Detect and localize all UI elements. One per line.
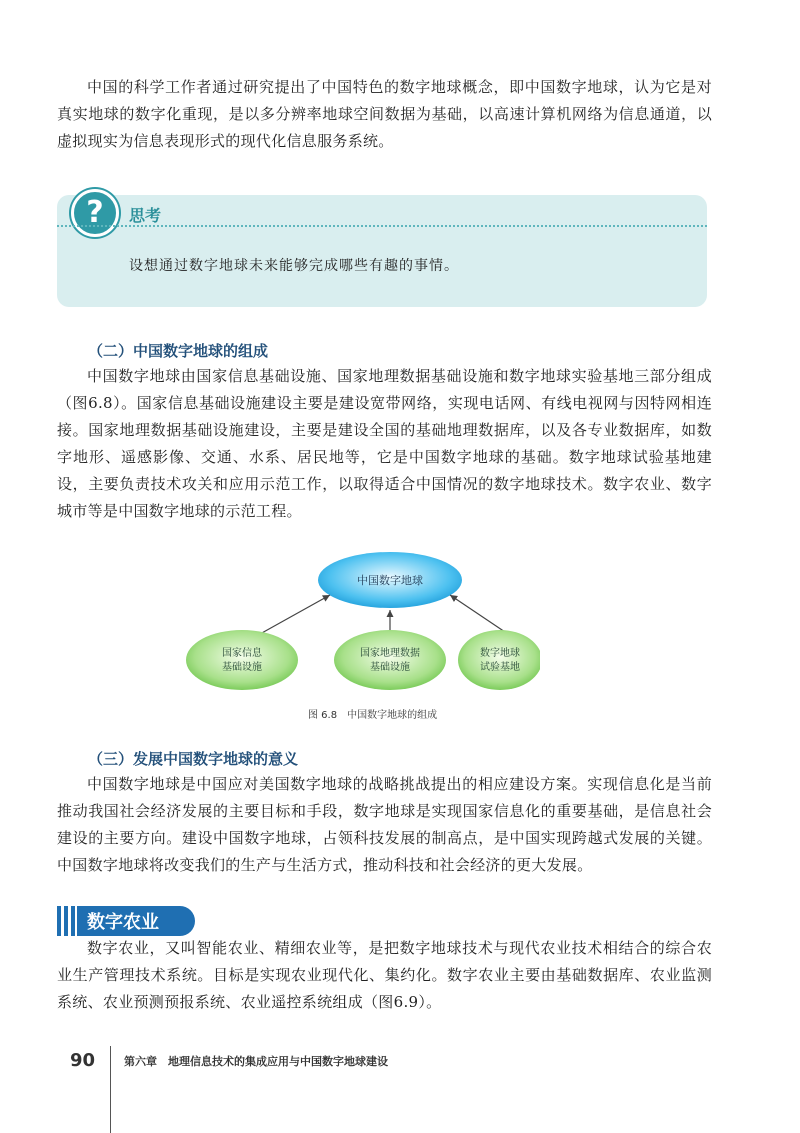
composition-diagram <box>180 550 540 700</box>
section2-paragraph: 中国数字地球由国家信息基础设施、国家地理数据基础设施和数字地球实验基地三部分组成（图6.8）。国家信息基础设施建设主要是建设宽带网络，实现电话网、有线电视网与因特网相连接。国家地理数据基础设施建设，主要是建设全国的基础地理数据库，以及各专业数据库，如数字地形、遥感影像、交通、水系、居民地等，它是中国数字地球的基础。数字地球试验基地建设，主要负责技术攻关和应用示范工作，以取得适合中国情况的数字地球技术。数字农业、数字城市等是中国数字地球的示范工程。 <box>57 367 712 520</box>
agriculture-paragraph: 数字农业，又叫智能农业、精细农业等，是把数字地球技术与现代农业技术相结合的综合农业生产管理技术系统。目标是实现农业现代化、集约化。数字农业主要由基础数据库、农业监测系统、农业预测预报系统、农业遥控系统组成（图6.9）。 <box>57 939 712 1011</box>
title-stripe-2 <box>64 906 68 936</box>
footer-divider <box>110 1046 111 1133</box>
section3-heading: （三）发展中国数字地球的意义 <box>88 750 299 768</box>
figure-caption: 图 6.8 中国数字地球的组成 <box>308 710 438 721</box>
section-title-bar <box>57 906 197 936</box>
node-1-line1: 国家信息 <box>222 648 262 659</box>
dotted-divider <box>57 225 707 227</box>
node-1-line2: 基础设施 <box>222 662 262 673</box>
section2-heading: （二）中国数字地球的组成 <box>88 342 269 360</box>
node-ellipse-3 <box>458 630 540 690</box>
arrow-left <box>260 595 330 634</box>
node-ellipse-1 <box>186 630 298 690</box>
title-stripe-3 <box>71 906 75 936</box>
think-text: 设想通过数字地球未来能够完成哪些有趣的事情。 <box>129 258 459 274</box>
arrow-right <box>450 595 508 634</box>
think-title: 思考 <box>129 206 162 225</box>
intro-paragraph: 中国的科学工作者通过研究提出了中国特色的数字地球概念，即中国数字地球，认为它是对真实地球的数字化重现，是以多分辨率地球空间数据为基础，以高速计算机网络为信息通道，以虚拟现实为信息表现形式的现代化信息服务系统。 <box>57 78 712 150</box>
chapter-title: 第六章 地理信息技术的集成应用与中国数字地球建设 <box>124 1055 388 1068</box>
think-box <box>57 195 707 307</box>
node-2-line2: 基础设施 <box>370 662 410 673</box>
section-title: 数字农业 <box>87 912 159 933</box>
node-2-line1: 国家地理数据 <box>360 648 420 659</box>
node-3-line2: 试验基地 <box>480 662 520 673</box>
node-ellipse-2 <box>334 630 446 690</box>
node-3-line1: 数字地球 <box>480 648 520 659</box>
page-number: 90 <box>70 1050 96 1071</box>
center-label: 中国数字地球 <box>357 574 423 587</box>
section3-paragraph: 中国数字地球是中国应对美国数字地球的战略挑战提出的相应建设方案。实现信息化是当前推动我国社会经济发展的主要目标和手段，数字地球是实现国家信息化的重要基础，是信息社会建设的主要方向。建设中国数字地球，占领科技发展的制高点，是中国实现跨越式发展的关键。中国数字地球将改变我们的生产与生活方式，推动科技和社会经济的更大发展。 <box>57 775 712 874</box>
title-stripe-1 <box>57 906 61 936</box>
question-mark-icon: ? <box>71 189 119 237</box>
